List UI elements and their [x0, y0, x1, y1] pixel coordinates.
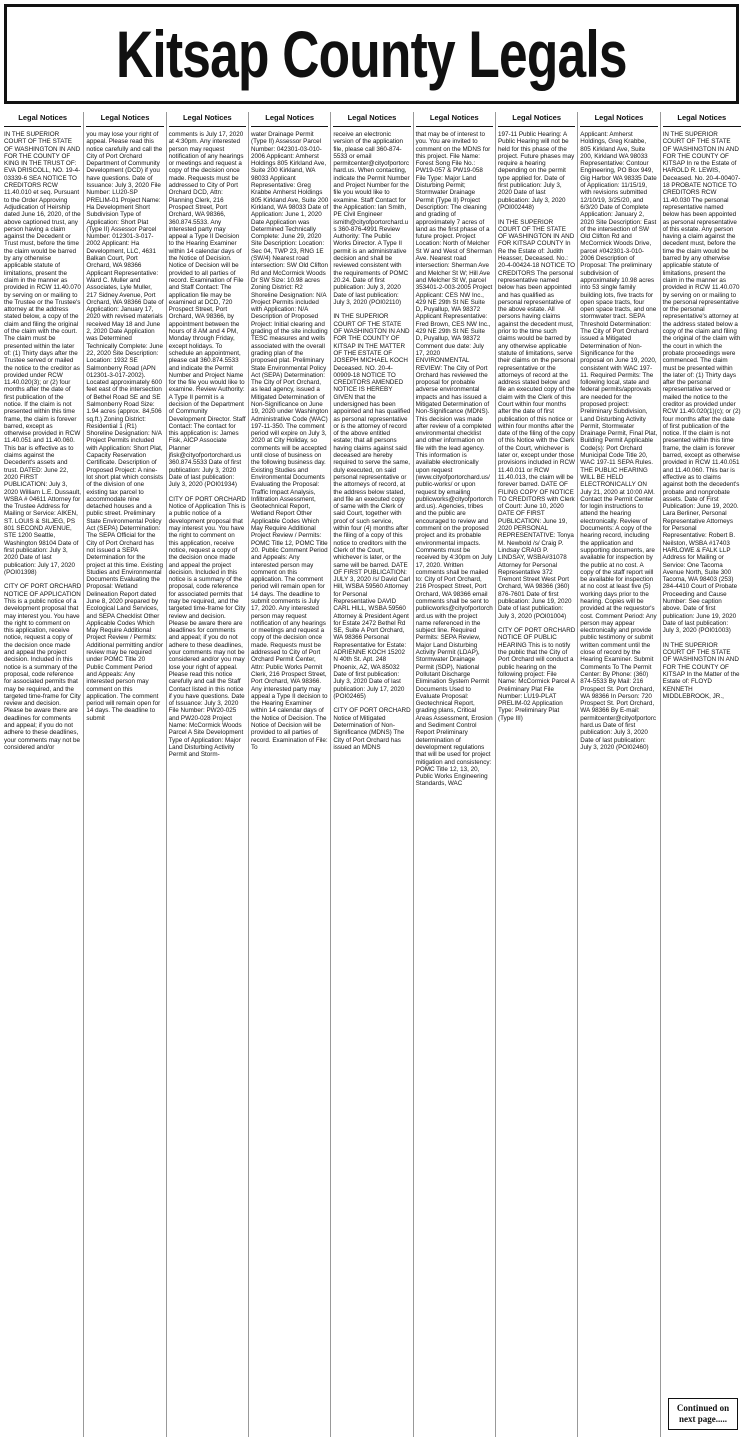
- notice-column-6: [414, 112, 496, 1437]
- column-text: that may be of interest to you. You are invited to comment on the MDNS for this project. File Name: Forest Song File No.: PW19-057 & PW19-058 File Type: Major Land Disturbing Permit; Stormwater Drainage Permit (Type II) Project Description: The cleaning and grading of approximately 7 acres of land as the first phase of a future project. Project Location: North of Melcher St W and West of Sherman Ave. Nearest road intersection: Sherman Ave and Melcher St W; Hill Ave and Melcher St W, parcel 353401-2-003-2005 Project Applicant: CES NW Inc., 429 NE 29th St NE Suite D, Puyallup, WA 98372 Applicant Representative: Fred Brown, CES NW Inc., 429 NE 29th St NE Suite D, Puyallup, WA 98372 Comment due date: July 17, 2020 ENVIRONMENTAL REVIEW: The City of Port Orchard has reviewed the proposal for probable adverse environmental impacts and has issued a Mitigated Determination of Non-Significance (MDNS). This decision was made after review of a completed environmental checklist and other information on file with the lead agency. This information is available electronically upon request (www.cityofportorchard.us/public-works/ or upon request by emailing publicworks@cityofportorchard.us). Agencies, tribes and the public are encouraged to review and comment on the proposed project and its probable environmental impacts. Comments must be received by 4:30pm on July 17, 2020. Written comments shall be mailed to: City of Port Orchard, 216 Prospect Street, Port Orchard, WA 98366 email comments shall be sent to publicworks@cityofportorchard.us with the project name referenced in the subject line. Required Permits: SEPA Review, Major Land Disturbing Activity Permit (LDAP), Stormwater Drainage Permit (SDP), National Pollutant Discharge Elimination System Permit Documents Used to Evaluate Proposal: Geotechnical Report, grading plans, Critical Areas Assessment, Erosion and Sediment Control Report Preliminary determination of development regulations that will be used for project mitigation and consistency: POMC Title 12, 13, 20, Public Works Engineering Standards, WAC: [415, 131, 495, 788]
- column-header: Legal Notices: [86, 112, 163, 127]
- column-text: IN THE SUPERIOR COURT OF THE STATE OF WASHINGTON IN AND FOR THE COUNTY OF KING IN THE TRUST OF: EVA DRISCOLL, NO. 19-4-03339-6 SEA NOTICE TO CREDITORS RCW 11.40.010 et seq. Pursuant to the Order Approving Adjudication of Heirship dated June 16, 2020, of the above captioned trust, any person having a claim against the Decedent or Trust must, before the time the claim would be barred by any otherwise applicable statute of limitations, present the claim in the manner as provided in RCW 11.40.070 by serving on or mailing to the Trustee or the Trustee's attorney at the address stated below, a copy of the claim and filing the original of the claim with the court. The claim must be presented within the later of: (1) Thirty days after the Trustee served or mailed the notice to the creditor as provided under RCW 11.40.020(3); or (2) four months after the date of first publication of the notice. If the claim is not presented within this time frame, the claim is forever barred, except as otherwise provided in RCW 11.40.051 and 11.40.060. This bar is effective as to claims against the Decedent's assets and trust. DATED: June 22, 2020 FIRST PUBLICATION: July 3, 2020 William L.E. Dussault, WSBA # 04611 Attorney for the Trustee Address for Mailing or Service: AIKEN, ST. LOUIS & SILJEG, PS 801 SECOND AVENUE, STE 1200 Seattle, Washington 98104 Date of first publication: July 3, 2020 Date of last publication: July 17, 2020 (POI01398) CITY OF PORT ORCHARD NOTICE OF APPLICATION This is a public notice of a development proposal that may interest you. You have the right to comment on this application, receive notice, request a copy of the decision once made and appeal the project decision. Included in this notice is a summary of the proposal, code reference for associated permits that may be required, and the targeted time-frame for City review and decision. Please be aware there are deadlines for comments and appeal; if you do not adhere to these deadlines, your comments may not be considered and/or: [4, 131, 82, 751]
- notice-column-4: [249, 112, 331, 1437]
- notice-column-3: [167, 112, 249, 1437]
- column-text: Applicant: Amherst Holdings, Greg Krabbe, 805 Kirkland Ave, Suite 200, Kirkland WA 98033 Representative: Contour Engineering, PO Box 949, Gig Harbor WA 98335 Date of Application: 11/15/19, with revisions submitted 12/10/19, 3/25/20, and 6/3/20 Date of Complete Application: January 2, 2020 Site Description: East of the intersection of SW Old Clifton Rd and McCormick Woods Drive, parcel #042301-3-010-2006 Description of Proposal: The preliminary subdivision of approximately 10.98 acres into 53 single family building lots, five tracts for open space tracts, four open space tracts, and one stormwater tract. SEPA Threshold Determination: The City of Port Orchard issued a Mitigated Determination of Non-Significance for the proposal on June 19, 2020, consistent with WAC 197-11. Required Permits: The following local, state and federal permits/approvals are needed for the proposed project: Preliminary Subdivision, Land Disturbing Activity Permit, Stormwater Drainage Permit, Final Plat, Building Permit Applicable Code(s): Port Orchard Municipal Code Title 20, WAC 197-11 SEPA Rules. THE PUBLIC HEARING WILL BE HELD ELECTRONICALLY ON July 21, 2020 at 10:00 AM. Contact the Permit Center for login instructions to attend the hearing electronically. Review of Documents: A copy of the hearing record, including the application and supporting documents, are available for inspection by the public at no cost. A copy of the staff report will be available for inspection at no cost at least five (5) working days prior to the hearing. Copies will be provided at the requestor's cost. Comment Period: Any person may appear electronically and provide public testimony or submit written comment until the close of record by the Hearing Examiner. Submit Comments To The Permit Center: By Phone: (360) 874-5533 By Mail: 216 Prospect St. Port Orchard, WA 98366 In Person: 720 Prospect St. Port Orchard, WA 98366 By E-mail: permitcenter@cityofportorchard.us Date of first publication: July 3, 2020 Date of last publication: July 3, 2020 (POI02460): [580, 131, 660, 751]
- column-text: water Drainage Permit (Type II) Assessor Parcel Number: 042301-03-010-2006 Applicant: Amherst Holdings 805 Kirkland Ave, Suite 200 Kirkland, WA 98033 Applicant Representative: Greg Krabbe Amherst Holdings 805 Kirkland Ave, Suite 200 Kirkland, WA 98033 Date of Application: June 1, 2020 Date Application was Determined Technically Complete: June 29, 2020 Site Description: Location: Sec 04, TWP 23, RNG 1E (SW/4) Nearest road intersection: SW Old Clifton Rd and McCormick Woods Dr SW Size: 10.98 acres Zoning District: R2 Shoreline Designation: N/A Project Permits included with Application: N/A Description of Proposed Project: Initial clearing and grading of the site including TESC measures and wells associated with the overall grading plan of the proposed plat. Preliminary State Environmental Policy Act (SEPA) Determination: The City of Port Orchard, as lead agency, issued a Mitigated Determination of Non-Significance on June 19, 2020 under Washington Administrative Code (WAC) 197-11-350. The comment period will expire on July 3, 2020 at City Holiday, so comments will be accepted until close of business on the following business day. Existing Studies and Environmental Documents Evaluating the Proposal: Traffic Impact Analysis, Infiltration Assessment, Geotechnical Report, Wetland Report Other Applicable Codes Which May Require Additional Project Review / Permits: POMC Title 12, POMC Title 20. Public Comment Period and Appeals: Any interested person may comment on this application. The comment period will remain open for 14 days. The deadline to submit comments is July 17, 2020. Any interested person may request notification of any hearings or meetings and request a copy of the decision once made. Requests must be addressed to City of Port Orchard Permit Center, Attn: Public Works Permit Clerk, 216 Prospect Street, Port Orchard, WA 98366. Any interested party may appeal a Type II decision to the Hearing Examiner within 14 calendar days of the Notice of Decision. The Notice of Decision will be provided to all parties of record. Examination of File: To: [250, 131, 330, 751]
- column-header: Legal Notices: [580, 112, 657, 127]
- notice-column-1: [2, 112, 84, 1437]
- masthead: [4, 4, 739, 104]
- column-text: 197-11 Public Hearing: A Public Hearing will not be held for this phase of the project. Future phases may require a hearing depending on the permit type applied for. Date of first publication: July 3, 2020 Date of last publication: July 3, 2020 (POI002448) IN THE SUPERIOR COURT OF THE STATE OF WASHINGTON IN AND FOR KITSAP COUNTY In Re the Estate of: Judith Heasser, Deceased. No.: 20-4-00424-18 NOTICE TO CREDITORS The personal representative named below has been appointed and has qualified as personal representative of the above estate. All persons having claims against the decedent must, prior to the time such claims would be barred by any otherwise applicable statute of limitations, serve their claims on the personal representative or the attorneys of record at the address stated below and file an executed copy of the claim with the Clerk of this Court within four months after the date of first publication of this notice or within four months after the date of the filing of the copy of this Notice with the Clerk of the Court, whichever is later or, except under those provisions included in RCW 11.40.011 or RCW 11.40.013, the claim will be forever barred. DATE OF FILING COPY OF NOTICE TO CREDITORS with Clerk of Court: June 10, 2020 DATE OF FIRST PUBLICATION: June 19, 2020 PERSONAL REPRESENTATIVE: Tonya M. Newbold /s/ Craig P. Lindsay CRAIG P. LINDSAY, WSBA#31078 Attorney for Personal Representative 372 Tremont Street West Port Orchard, WA 98366 (360) 876-7601 Date of first publication: June 19, 2020 Date of last publication: July 3, 2020 (POI01004) CITY OF PORT ORCHARD NOTICE OF PUBLIC HEARING This is to notify the public that the City of Port Orchard will conduct a public hearing on the following project: File Name: McCormick Parcel A Preliminary Plat File Number: LU19-PLAT PRELIM-02 Application Type: Preliminary Plat (Type III): [497, 131, 576, 722]
- publication-title: Kitsap County Legals: [116, 17, 627, 91]
- column-text: comments is July 17, 2020 at 4:30pm. Any interested person may request notification of any hearings or meetings and request a copy of the decision once made. Requests must be addressed to City of Port Orchard DCD, Attn: Planning Clerk, 216 Prospect Street, Port Orchard, WA 98366, 360.874.5533. Any interested party may appeal a Type II Decision to the Hearing Examiner within 14 calendar days of the Notice of Decision. Notice of Decision will be provided to all parties of record. Examination of File and Staff Contact: The application file may be examined at DCD, 720 Prospect Street, Port Orchard, WA 98366, by appointment between the hours of 8 AM and 4 PM, Monday through Friday, except holidays. To schedule an appointment, please call 360.874.5533 and indicate the Permit Number and Project Name for the file you would like to examine. Review Authority: A Type II permit is a decision of the Department of Community Development Director. Staff Contact: The contact for this application is: James Fisk, AICP Associate Planner jfisk@cityofportorchard.us 360.874.5533 Date of first publication: July 3, 2020 Date of last publication: July 3, 2020 (POI01934) CITY OF PORT ORCHARD Notice of Application This is a public notice of a development proposal that may interest you. You have the right to comment on this application, receive notice, request a copy of the decision once made and appeal the project decision. Included in this notice is a summary of the proposal, code reference for associated permits that may be required, and the targeted time-frame for City review and decision. Please be aware there are deadlines for comments and appeal; if you do not adhere to these deadlines, your comments may not be considered and/or you may lose your right of appeal. Please read this notice carefully and call the Staff Contact listed in this notice if you have questions. Date of Issuance: July 3, 2020 File Number: PW20-025 and PW20-028 Project Name: McCormick Woods Parcel A Site Development Type of Application: Major Land Disturbing Activity Permit and Storm-: [168, 131, 246, 759]
- column-text: IN THE SUPERIOR COURT OF THE STATE OF WASHINGTON IN AND FOR THE COUNTY OF KITSAP In re the Estate of HAROLD R. LEWIS, Deceased. No. 20-4-00407-18 PROBATE NOTICE TO CREDITORS RCW 11.40.030 The personal representative named below has been appointed as personal representative of this estate. Any person having a claim against the decedent must, before the time the claim would be barred by any otherwise applicable statute of limitations, present the claim in the manner as provided in RCW 11.40.070 by serving on or mailing to the personal representative or the personal representative's attorney at the address stated below a copy of the claim and filing the original of the claim with the court in which the probate proceedings were commenced. The claim must be presented within the later of: (1) Thirty days after the personal representative served or mailed the notice to the creditor as provided under RCW 11.40.020(1)(c); or (2) four months after the date of first publication of the notice. If the claim is not presented within this time frame, the claim is forever barred, except as otherwise provided in RCW 11.40.051 and 11.40.060. This bar is effective as to claims against both the decedent's probate and nonprobate assets. Date of First Publication: June 19, 2020. Lara Berliner, Personal Representative Attorneys for Personal Representative: Robert B. Neilston, WSBA #17403 HARLOWE & FALK LLP Address for Mailing or Service: One Tacoma Avenue North, Suite 300 Tacoma, WA 98403 (253) 284-4410 Court of Probate Proceeding and Cause Number: See caption above. Date of first publication: June 19, 2020 Date of last publication: July 3, 2020 (POI01003) IN THE SUPERIOR COURT OF THE STATE OF WASHINGTON IN AND FOR THE COUNTY OF KITSAP In the Matter of the Estate of: FLOYD KENNETH MIDDLEBROOK, JR.,: [662, 131, 741, 700]
- column-header: Legal Notices: [498, 112, 575, 127]
- column-text: you may lose your right of appeal. Please read this notice carefully and call the City of Port Orchard Department of Community Development (DCD) if you have questions. Date of Issuance: July 3, 2020 File Number: LU20-SP PRELIM-01 Project Name: Ha Development Short Subdivision Type of Application: Short Plat (Type II) Assessor Parcel Number: 012301-3-017-2002 Applicant: Ha Development, LLC, 4631 Balkan Court, Port Orchard, WA 98366 Applicant Representative: Ward C. Muller and Associates, Lyle Muller, 217 Sidney Avenue, Port Orchard, WA 98366 Date of Application: January 17, 2020 with revised materials received May 18 and June 2, 2020 Date Application was Determined Technically Complete: June 22, 2020 Site Description: Location: 1932 SE Salmonberry Road (APN 012301-3-017-2002). Located approximately 600 feet east of the intersection of Bethel Road SE and SE Salmonberry Road Size: 1.94 acres (approx. 84,506 sq.ft.) Zoning District: Residential 1 (R1) Shoreline Designation: N/A Project Permits included with Application: Short Plat, Capacity Reservation Certificate. Description of Proposed Project: A nine-lot short plat which consists of the division of one existing tax parcel to accommodate nine detached houses and a public street. Preliminary State Environmental Policy Act (SEPA) Determination: The SEPA Official for the City of Port Orchard has not issued a SEPA Determination for the project at this time. Existing Studies and Environmental Documents Evaluating the Proposal: Wetland Delineation Report dated June 8, 2020 prepared by Ecological Land Services, and SEPA Checklist Other Applicable Codes Which May Require Additional Project Review / Permits: Additional permitting and/or review may be required under POMC Title 20 Public Comment Period and Appeals: Any interested person may comment on this application. The comment period will remain open for 14 days. The deadline to submit: [86, 131, 165, 722]
- column-header: Legal Notices: [251, 112, 328, 127]
- continued-notice: Continued on next page.....: [668, 1398, 738, 1430]
- column-header: Legal Notices: [4, 112, 81, 127]
- notice-column-8: [578, 112, 660, 1437]
- legal-notices-columns: [2, 112, 743, 1437]
- notice-column-9: [661, 112, 743, 1437]
- column-header: Legal Notices: [333, 112, 410, 127]
- column-header: Legal Notices: [416, 112, 493, 127]
- notice-column-5: [331, 112, 413, 1437]
- notice-column-7: [496, 112, 578, 1437]
- column-text: receive an electronic version of the application file, please call 360-874-5533 or email permitcenter@cityofportorchard.us. When contacting, indicate the Permit Number and Project Number for the file you would like to examine. Staff Contact for the Application: Ian Smith, PE Civil Engineer ismith@cityofportorchard.us 360-876-4991 Review Authority: The Public Works Director. A Type II permit is an administrative decision and shall be reviewed consistent with the requirements of POMC 20.24. Date of first publication: July 3, 2020 Date of last publication: July 3, 2020 (POI02110) IN THE SUPERIOR COURT OF THE STATE OF WASHINGTON IN AND FOR THE COUNTY OF KITSAP IN THE MATTER OF THE ESTATE OF JOSEPH MICHAEL KOCH Deceased. NO. 20-4-00909-18 NOTICE TO CREDITORS AMENDED NOTICE IS HEREBY GIVEN that the undersigned has been appointed and has qualified as personal representative or is the attorney of record of the above entitled estate; that all persons having claims against said deceased are hereby required to serve the same, duly executed, on said personal representative or the attorneys of record, at the address below stated, and file an executed copy of same with the Clerk of said Court, together with proof of such service, within four (4) months after the filing of a copy of this notice to creditors with the Clerk of the Court, whichever is later, or the same will be barred. DATE OF FIRST PUBLICATION: JULY 3, 2020 /s/ David Carl Hill, WSBA 59560 Attorney for Personal Representative DAVID CARL HILL, WSBA 59560 Attorney & President Agent for Estate 2472 Bethel Rd SE, Suite A Port Orchard, WA 98366 Personal Representative for Estate: ADRIENNE KOCH 15202 N 40th St. Apt. 248 Phoenix, AZ, WA 85032 Date of first publication: July 3, 2020 Date of last publication: July 17, 2020 (POI02465) CITY OF PORT ORCHARD Notice of Mitigated Determination of Non-Significance (MDNS) The City of Port Orchard has issued an MDNS: [333, 131, 411, 751]
- column-header: Legal Notices: [169, 112, 246, 127]
- column-header: Legal Notices: [663, 112, 741, 127]
- notice-column-2: [84, 112, 166, 1437]
